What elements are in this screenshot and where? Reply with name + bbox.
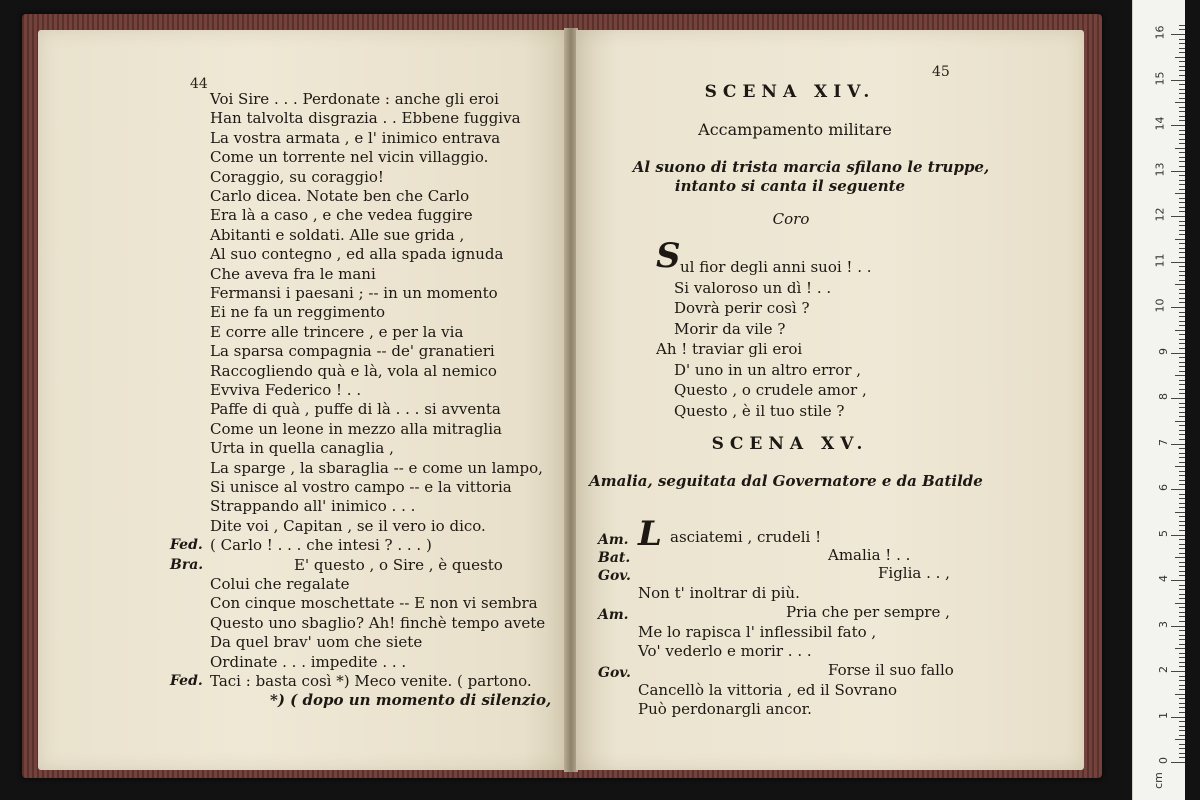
ruler-tick (1179, 161, 1185, 162)
ruler-tick (1179, 685, 1185, 686)
verse-line: Colui che regalate (210, 575, 350, 593)
verse-line: Fermansi i paesani ; -- in un momento (210, 284, 498, 302)
ruler-tick (1179, 425, 1185, 426)
verse-line: Abitanti e soldati. Alle sue grida , (210, 225, 465, 244)
verse-line: Urta in quella canaglia , (210, 439, 394, 458)
dialogue-line: asciatemi , crudeli ! (670, 528, 822, 546)
ruler-tick (1175, 284, 1185, 285)
ruler-number: 10 (1153, 298, 1167, 313)
ruler-tick (1175, 57, 1185, 58)
ruler-tick (1179, 298, 1185, 299)
ruler-number: 11 (1153, 253, 1167, 267)
ruler-number: 0 (1157, 757, 1170, 764)
verse-line: Come un torrente nel vicin villaggio. (210, 148, 489, 167)
ruler-tick (1179, 480, 1185, 481)
verse-line: Da quel brav' uom che siete (210, 633, 423, 652)
ruler-tick (1171, 444, 1185, 445)
ruler-tick (1179, 211, 1185, 212)
dialogue-line: Figlia . . , (878, 564, 950, 582)
ruler-tick (1179, 434, 1185, 435)
ruler-tick (1171, 216, 1185, 217)
ruler-tick (1179, 757, 1185, 758)
ruler-tick (1179, 207, 1185, 208)
ruler-tick (1179, 184, 1185, 185)
ruler-tick (1179, 494, 1185, 495)
ruler-tick (1179, 384, 1185, 385)
ruler-tick (1179, 635, 1185, 636)
ruler-tick (1179, 293, 1185, 294)
chorus-line: Dovrà perir così ? (674, 299, 810, 317)
ruler-number: 9 (1157, 347, 1170, 355)
ruler-tick (1179, 343, 1185, 344)
ruler-tick (1175, 148, 1185, 149)
ruler-tick (1179, 389, 1185, 390)
verse-line: Al suo contegno , ed alla spada ignuda (210, 245, 504, 264)
verse-line: Si unisce al vostro campo -- e la vittoria (210, 478, 512, 496)
verse-line: Era là a caso , e che vedea fuggire (210, 206, 473, 225)
ruler-tick (1179, 521, 1185, 522)
speaker-label: Fed. (170, 537, 203, 554)
measuring-ruler (1132, 0, 1185, 800)
ruler-tick (1179, 371, 1185, 372)
ruler-tick (1179, 61, 1185, 62)
page-number-right: 45 (932, 64, 950, 80)
ruler-tick (1179, 134, 1185, 135)
ruler-tick (1179, 726, 1185, 727)
left-page (38, 30, 566, 770)
ruler-tick (1179, 689, 1185, 690)
dialogue-line: Amalia ! . . (828, 546, 911, 564)
ruler-tick (1179, 644, 1185, 645)
speaker-label: Bra. (170, 556, 204, 573)
speaker-label: Fed. (170, 673, 203, 689)
verse-line: Dite voi , Capitan , se il vero io dico. (210, 516, 486, 535)
ruler-tick (1179, 666, 1185, 667)
ruler-tick (1179, 548, 1185, 549)
stage-direction-2: intanto si canta il seguente (674, 177, 906, 195)
ruler-tick (1179, 707, 1185, 708)
ruler-tick (1179, 252, 1185, 253)
ruler-tick (1179, 498, 1185, 499)
ruler-tick (1179, 234, 1185, 235)
ruler-tick (1179, 507, 1185, 508)
ruler-number: 5 (1157, 529, 1170, 537)
ruler-tick (1179, 598, 1185, 599)
dialogue-line: Forse il suo fallo (828, 661, 954, 679)
ruler-tick (1179, 52, 1185, 53)
ruler-tick (1175, 421, 1185, 422)
ruler-tick (1179, 70, 1185, 71)
ruler-number: 6 (1157, 484, 1170, 491)
ruler-number: 16 (1153, 25, 1167, 40)
ruler-unit: cm (1152, 772, 1166, 789)
ruler-tick (1179, 457, 1185, 458)
ruler-tick (1179, 43, 1185, 44)
ruler-tick (1179, 680, 1185, 681)
page-number-left: 44 (190, 76, 208, 92)
ruler-tick (1179, 357, 1185, 358)
ruler-tick (1171, 762, 1185, 763)
ruler-tick (1179, 735, 1185, 736)
ruler-tick (1179, 334, 1185, 335)
speaker-label: Bat. (598, 550, 631, 566)
ruler-tick (1179, 316, 1185, 317)
ruler-tick (1179, 89, 1185, 90)
ruler-number: 7 (1157, 438, 1170, 446)
ruler-tick (1179, 612, 1185, 613)
verse-line: Ordinate . . . impedite . . . (210, 652, 407, 671)
ruler-tick (1179, 321, 1185, 322)
ruler-tick (1179, 462, 1185, 463)
ruler-tick (1179, 575, 1185, 576)
verse-line: Ei ne fa un reggimento (210, 303, 386, 322)
ruler-tick (1179, 189, 1185, 190)
ruler-number: 12 (1153, 207, 1167, 222)
verse-line: Coraggio, su coraggio! (210, 167, 384, 186)
ruler-tick (1175, 239, 1185, 240)
ruler-tick (1179, 566, 1185, 567)
ruler-number: 4 (1157, 575, 1170, 582)
chorus-line: D' uno in un altro error , (674, 360, 862, 379)
ruler-tick (1179, 257, 1185, 258)
ruler-tick (1175, 648, 1185, 649)
ruler-tick (1179, 698, 1185, 699)
dialogue-line: Vo' vederlo e morir . . . (638, 642, 812, 660)
ruler-tick (1179, 198, 1185, 199)
verse-line: Evviva Federico ! . . (210, 381, 362, 399)
ruler-tick (1179, 180, 1185, 181)
ruler-tick (1179, 152, 1185, 153)
ruler-tick (1175, 603, 1185, 604)
ruler-tick (1179, 712, 1185, 713)
chorus-line: Questo , è il tuo stile ? (674, 401, 845, 420)
ruler-tick (1171, 262, 1185, 263)
chorus-line: ul fior degli anni suoi ! . . (680, 258, 872, 276)
chorus-line: Morir da vile ? (674, 319, 786, 338)
ruler-number: 3 (1157, 620, 1170, 628)
dialogue-drop-cap: L (638, 514, 662, 554)
ruler-tick (1179, 453, 1185, 454)
ruler-tick (1179, 166, 1185, 167)
ruler-tick (1171, 307, 1185, 308)
ruler-tick (1179, 157, 1185, 158)
ruler-tick (1179, 366, 1185, 367)
ruler-tick (1179, 484, 1185, 485)
ruler-tick (1179, 516, 1185, 517)
ruler-tick (1179, 225, 1185, 226)
verse-line: Carlo dicea. Notate ben che Carlo (210, 187, 470, 205)
verse-line: Voi Sire . . . Perdonate : anche gli eroi (210, 90, 499, 108)
ruler-tick (1179, 312, 1185, 313)
ruler-tick (1179, 585, 1185, 586)
ruler-tick (1179, 280, 1185, 281)
ruler-tick (1175, 102, 1185, 103)
ruler-tick (1179, 393, 1185, 394)
ruler-tick (1179, 139, 1185, 140)
verse-line: Han talvolta disgrazia . . Ebbene fuggiva (210, 109, 521, 128)
verse-line: E' questo , o Sire , è questo (294, 555, 503, 574)
ruler-tick (1179, 25, 1185, 26)
ruler-tick (1179, 703, 1185, 704)
ruler-number: 2 (1157, 666, 1170, 673)
ruler-tick (1179, 339, 1185, 340)
ruler-tick (1179, 143, 1185, 144)
ruler-number: 1 (1157, 711, 1170, 719)
ruler-tick (1179, 607, 1185, 608)
ruler-tick (1171, 489, 1185, 490)
ruler-tick (1179, 230, 1185, 231)
ruler-tick (1179, 630, 1185, 631)
ruler-tick (1179, 657, 1185, 658)
ruler-tick (1179, 530, 1185, 531)
chorus-heading: Coro (772, 210, 810, 228)
ruler-tick (1179, 111, 1185, 112)
ruler-tick (1175, 512, 1185, 513)
ruler-tick (1179, 98, 1185, 99)
ruler-tick (1179, 639, 1185, 640)
dialogue-line: Può perdonargli ancor. (638, 700, 812, 718)
right-page (576, 30, 1084, 770)
ruler-tick (1179, 416, 1185, 417)
ruler-tick (1175, 193, 1185, 194)
verse-line: Che aveva fra le mani (210, 264, 376, 283)
speaker-label: Am. (598, 607, 629, 623)
ruler-tick (1179, 66, 1185, 67)
ruler-tick (1171, 717, 1185, 718)
ruler-tick (1179, 380, 1185, 381)
ruler-number: 8 (1157, 393, 1170, 400)
speaker-label: Gov. (598, 665, 631, 681)
ruler-tick (1175, 466, 1185, 467)
verse-line: Paffe di quà , puffe di là . . . si avventa (210, 400, 501, 419)
ruler-tick (1179, 266, 1185, 267)
ruler-tick (1179, 107, 1185, 108)
scene-entrance: Amalia, seguitata dal Governatore e da Batilde (589, 472, 983, 490)
ruler-tick (1179, 525, 1185, 526)
ruler-tick (1179, 430, 1185, 431)
ruler-tick (1179, 562, 1185, 563)
ruler-tick (1179, 243, 1185, 244)
ruler-tick (1175, 375, 1185, 376)
ruler-tick (1171, 353, 1185, 354)
ruler-tick (1171, 125, 1185, 126)
ruler-tick (1175, 330, 1185, 331)
ruler-tick (1179, 730, 1185, 731)
ruler-number: 13 (1153, 162, 1167, 176)
scene-heading-xiv: SCENA XIV. (704, 82, 876, 102)
ruler-tick (1179, 571, 1185, 572)
speaker-label: Gov. (598, 568, 631, 584)
ruler-tick (1179, 653, 1185, 654)
ruler-tick (1179, 753, 1185, 754)
ruler-tick (1179, 448, 1185, 449)
stage-direction-1: Al suono di trista marcia sfilano le truppe, (632, 158, 990, 176)
verse-line: E corre alle trincere , e per la via (210, 322, 464, 341)
ruler-tick (1179, 616, 1185, 617)
ruler-tick (1179, 75, 1185, 76)
ruler-tick (1179, 48, 1185, 49)
verse-line: Questo uno sbaglio? Ah! finchè tempo avete (210, 613, 546, 632)
ruler-tick (1179, 248, 1185, 249)
ruler-tick (1179, 676, 1185, 677)
ruler-tick (1179, 403, 1185, 404)
ruler-tick (1179, 202, 1185, 203)
ruler-tick (1179, 412, 1185, 413)
verse-line: Con cinque moschettate -- E non vi sembra (210, 594, 538, 613)
ruler-tick (1179, 594, 1185, 595)
ruler-tick (1179, 539, 1185, 540)
ruler-tick (1179, 302, 1185, 303)
ruler-tick (1179, 289, 1185, 290)
chorus-line: Questo , o crudele amor , (674, 381, 867, 399)
verse-line: *) ( dopo un momento di silenzio, (270, 691, 552, 710)
ruler-tick (1179, 221, 1185, 222)
ruler-tick (1179, 362, 1185, 363)
verse-line: Raccogliendo quà e là, vola al nemico (210, 361, 497, 380)
dialogue-line: Me lo rapisca l' inflessibil fato , (638, 623, 877, 641)
dialogue-line: Non t' inoltrar di più. (638, 584, 800, 602)
scene-heading-xv: SCENA XV. (711, 434, 869, 454)
ruler-tick (1179, 475, 1185, 476)
verse-line: La sparsa compagnia -- de' granatieri (210, 342, 495, 361)
ruler-tick (1179, 271, 1185, 272)
verse-line: La sparge , la sbaraglia -- e come un lampo, (210, 458, 543, 477)
ruler-tick (1175, 739, 1185, 740)
chorus-drop-cap: S (656, 236, 681, 276)
ruler-tick (1179, 29, 1185, 30)
chorus-line: Ah ! traviar gli eroi (656, 340, 803, 358)
ruler-tick (1179, 589, 1185, 590)
ruler-number: 15 (1153, 71, 1167, 85)
ruler-tick (1179, 621, 1185, 622)
dialogue-line: Pria che per sempre , (786, 603, 950, 621)
ruler-tick (1179, 503, 1185, 504)
ruler-tick (1179, 116, 1185, 117)
ruler-tick (1171, 535, 1185, 536)
speaker-label: Am. (598, 532, 629, 548)
ruler-tick (1179, 439, 1185, 440)
ruler-tick (1179, 748, 1185, 749)
ruler-tick (1175, 694, 1185, 695)
verse-line: Strappando all' inimico . . . (210, 497, 416, 516)
ruler-tick (1179, 348, 1185, 349)
ruler-tick (1175, 557, 1185, 558)
ruler-tick (1171, 671, 1185, 672)
scene-setting: Accampamento militare (698, 120, 892, 139)
ruler-tick (1179, 744, 1185, 745)
verse-line: La vostra armata , e l' inimico entrava (210, 128, 501, 147)
ruler-tick (1179, 93, 1185, 94)
ruler-tick (1171, 34, 1185, 35)
ruler-tick (1179, 544, 1185, 545)
ruler-tick (1179, 130, 1185, 131)
ruler-tick (1179, 325, 1185, 326)
ruler-tick (1171, 80, 1185, 81)
ruler-tick (1171, 580, 1185, 581)
ruler-tick (1171, 398, 1185, 399)
ruler-tick (1179, 471, 1185, 472)
ruler-number: 14 (1153, 116, 1167, 131)
ruler-tick (1171, 171, 1185, 172)
dialogue-line: Cancellò la vittoria , ed il Sovrano (638, 681, 898, 699)
verse-line: Come un leone in mezzo alla mitraglia (210, 419, 502, 438)
ruler-tick (1179, 553, 1185, 554)
ruler-tick (1179, 275, 1185, 276)
verse-line: ( Carlo ! . . . che intesi ? . . . ) (210, 536, 432, 555)
ruler-tick (1179, 407, 1185, 408)
ruler-tick (1179, 84, 1185, 85)
ruler-tick (1179, 120, 1185, 121)
ruler-tick (1171, 626, 1185, 627)
ruler-tick (1179, 39, 1185, 40)
ruler-tick (1179, 721, 1185, 722)
ruler-tick (1179, 175, 1185, 176)
verse-line: Taci : basta così *) Meco venite. ( partono. (210, 672, 532, 690)
ruler-tick (1179, 662, 1185, 663)
chorus-line: Si valoroso un dì ! . . (674, 278, 832, 297)
